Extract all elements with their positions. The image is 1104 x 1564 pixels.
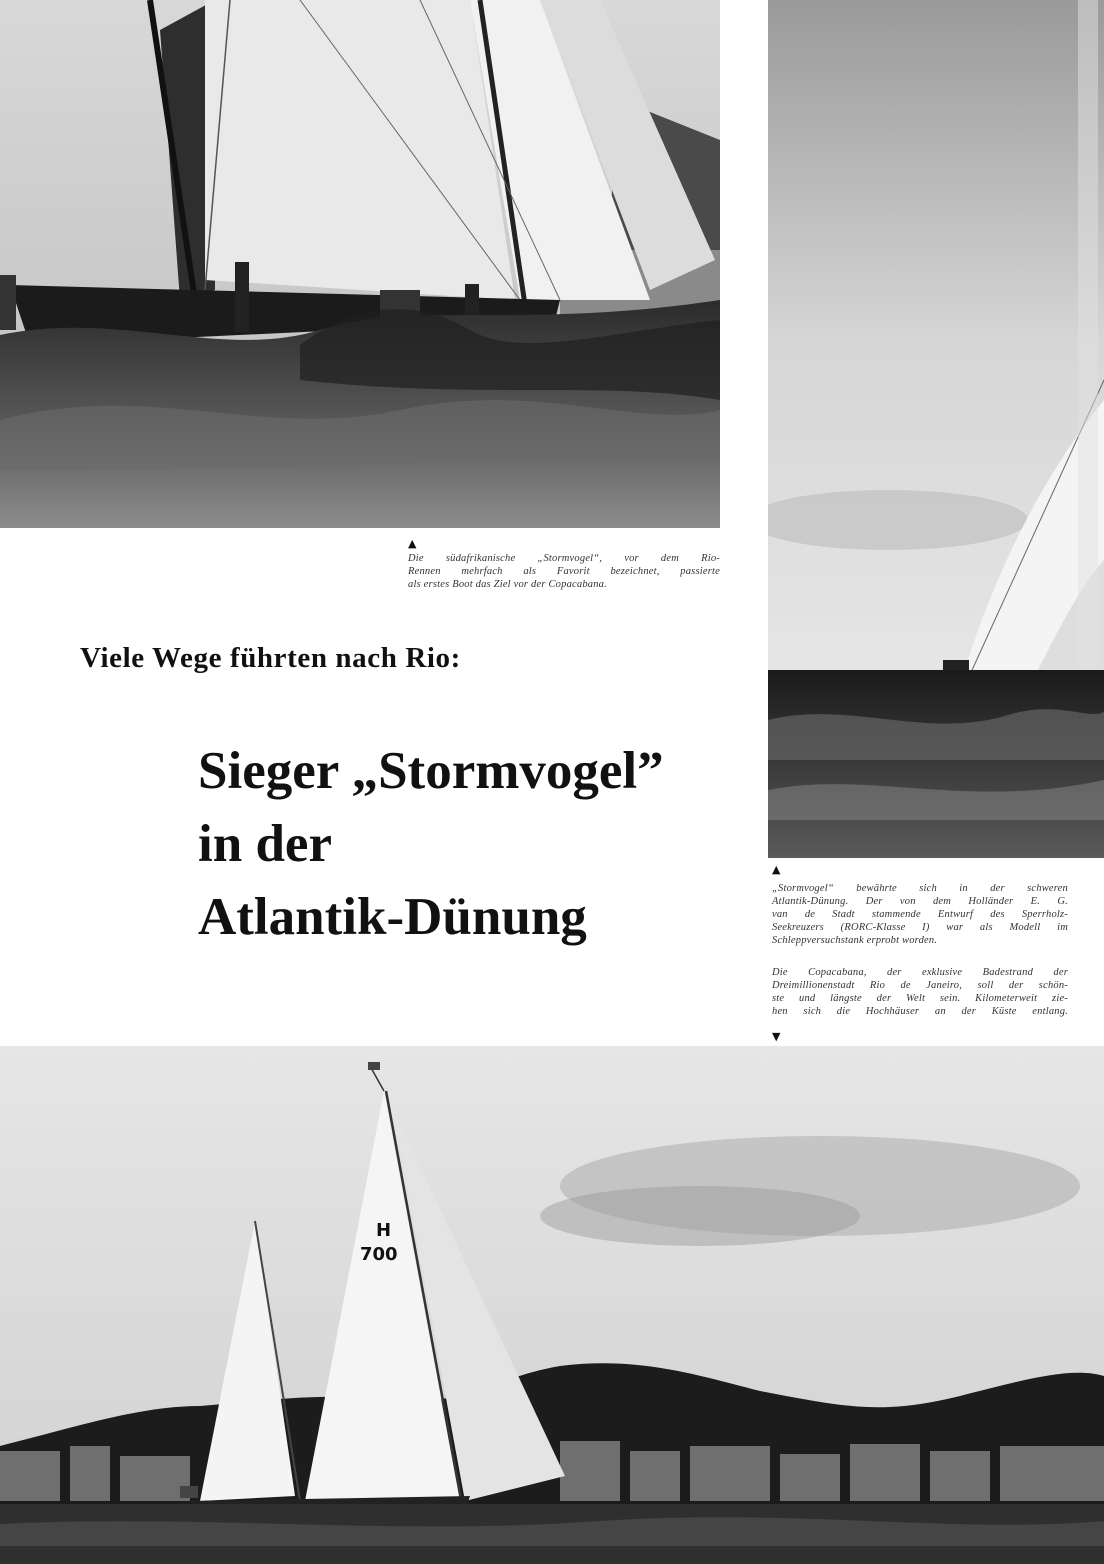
caption-line: Dreimillionenstadt Rio de Janeiro, soll der schön- <box>772 980 1068 991</box>
caption-line: Schleppversuchstank erprobt worden. <box>772 935 938 946</box>
caption-line: ste und längste der Welt sein. Kilometerweit zie- <box>772 993 1068 1004</box>
caption-bottom-photo <box>772 966 1068 1018</box>
caption-line: Atlantik-Dünung. Der von dem Holländer E. G. <box>772 896 1068 907</box>
caption-line: Seekreuzers (RORC-Klasse I) war als Modell im <box>772 922 1068 933</box>
caption-top-photo <box>408 552 720 591</box>
headline-line: in der <box>198 815 332 873</box>
caption-right-photo <box>772 882 1068 947</box>
photo-copacabana-yachts <box>0 1046 1104 1564</box>
kicker-heading: Viele Wege führten nach Rio: <box>80 642 461 674</box>
triangle-up-icon: ▲ <box>772 863 781 876</box>
caption-line: Rennen mehrfach als Favorit bezeichnet, passierte <box>408 566 720 577</box>
photo-stormvogel-waves <box>0 0 720 528</box>
caption-line: hen sich die Hochhäuser an der Küste entlang. <box>772 1006 1068 1017</box>
triangle-down-icon: ▼ <box>772 1030 781 1043</box>
sail-number: 700 <box>360 1244 398 1265</box>
headline-line: Sieger „Stormvogel” <box>198 742 664 800</box>
caption-line: Die südafrikanische „Stormvogel“, vor dem Rio- <box>408 553 720 564</box>
sail-letter: H <box>376 1220 392 1241</box>
headline-line: Atlantik-Dünung <box>198 888 587 946</box>
caption-line: van de Stadt stammende Entwurf des Sperrholz- <box>772 909 1068 920</box>
caption-line: „Stormvogel“ bewährte sich in der schweren <box>772 883 1068 894</box>
triangle-up-icon: ▲ <box>408 537 417 550</box>
article-headline <box>198 735 664 954</box>
caption-line: Die Copacabana, der exklusive Badestrand der <box>772 967 1068 978</box>
caption-line: als erstes Boot das Ziel vor der Copacabana. <box>408 579 607 590</box>
photo-stormvogel-swell <box>768 0 1104 858</box>
